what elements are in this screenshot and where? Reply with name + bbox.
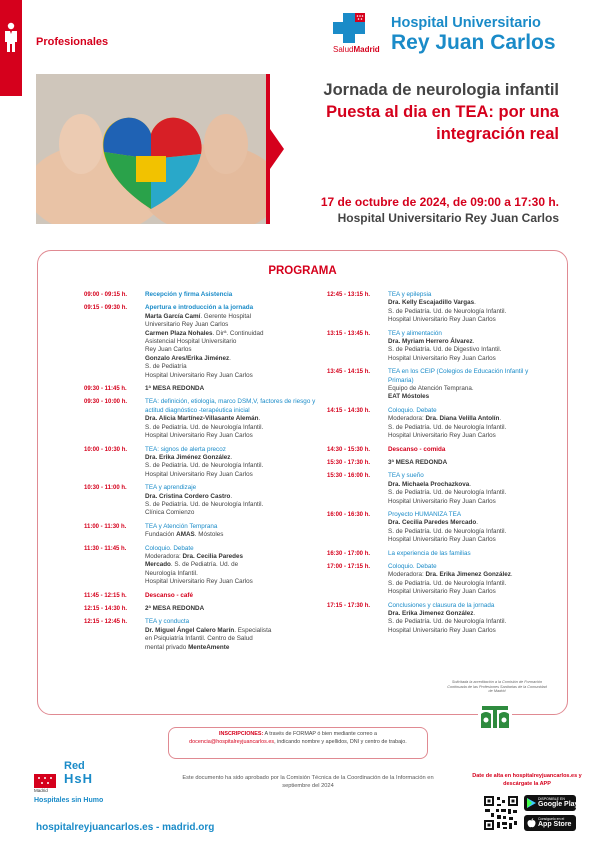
- program-entry: [84, 605, 320, 613]
- entry-title: 3ª MESA REDONDA: [388, 458, 448, 466]
- entry-detail-text: Rey Juan Carlos: [145, 346, 192, 354]
- entry-time: 14:30 - 15:30 h.: [327, 446, 371, 453]
- entry-detail-line: [145, 415, 320, 423]
- entry-detail-line: [388, 519, 547, 527]
- entry-speaker-name: Carmen Plaza Nohales: [145, 329, 213, 337]
- entry-detail-line: [388, 424, 547, 432]
- event-title: Jornada de neurologia infantil: [323, 81, 559, 99]
- entry-detail-text: .: [469, 480, 471, 488]
- program-entry: [84, 545, 320, 587]
- entry-detail-text: S. de Pediatría. Ud. de Neurología Infantil.: [145, 423, 264, 431]
- entry-detail-line: [388, 618, 547, 626]
- entry-time: 14:15 - 14:30 h.: [327, 407, 371, 414]
- entry-time: 12:15 - 12:45 h.: [84, 619, 128, 626]
- entry-detail-text: .: [258, 415, 261, 423]
- entry-title: TEA y epilepsia: [388, 291, 432, 298]
- entry-detail-text: Hospital Universitario Rey Juan Carlos: [145, 470, 253, 478]
- entry-title: TEA y alimentación: [388, 329, 442, 337]
- entry-detail-line: [388, 588, 547, 596]
- entry-detail-line: [145, 338, 320, 346]
- entry-detail-text: Hospital Universitario Rey Juan Carlos: [145, 578, 253, 586]
- entry-detail-line: [145, 313, 320, 321]
- entry-detail-text: Hospital Universitario Rey Juan Carlos: [388, 626, 496, 634]
- entry-time: 09:30 - 11:45 h.: [84, 386, 127, 393]
- entry-title: Conclusiones y clausura de la jornada: [388, 601, 495, 609]
- entry-detail-text: .: [230, 492, 233, 500]
- entry-body: [145, 592, 320, 600]
- entry-time: 10:00 - 10:30 h.: [84, 446, 128, 453]
- app-store-large-text: App Store: [538, 821, 572, 828]
- accreditation-seal-icon: [478, 702, 512, 732]
- qr-code-icon[interactable]: [483, 795, 519, 831]
- entry-speaker-name: Dra. Cecilia Paredes Mercado: [388, 519, 477, 527]
- entry-detail-text: .: [474, 299, 476, 307]
- professional-person-icon: [3, 22, 19, 52]
- entry-detail-line: [145, 424, 320, 432]
- program-entry: [327, 368, 547, 402]
- entry-detail-line: [145, 644, 320, 652]
- entry-detail-text: Moderadora:: [388, 571, 426, 579]
- entry-time: 12:15 - 14:30 h.: [84, 606, 128, 612]
- google-play-badge[interactable]: [524, 795, 579, 811]
- entry-detail-text: .: [229, 354, 231, 362]
- app-download-box: [468, 773, 586, 828]
- entry-body: [388, 291, 547, 325]
- entry-body: [388, 511, 547, 545]
- entry-title: Coloquio. Debate: [145, 544, 194, 552]
- accreditation-note: Solicitada la acreditación a la Comisión de Formación Continuada de las Profesiones Sanitarias de la Comunidad de Madrid: [447, 680, 547, 694]
- entry-detail-text: .: [499, 415, 502, 423]
- entry-detail-text: S. de Pediatría. Ud. de Neurología Infantil.: [388, 423, 507, 431]
- entry-detail-text: Hospital Universitario Rey Juan Carlos: [388, 588, 496, 596]
- program-entry: [327, 563, 547, 597]
- entry-detail-text: Hospital Universitario Rey Juan Carlos: [145, 371, 253, 379]
- entry-detail-text: . Gerente Hospital: [200, 312, 252, 320]
- entry-body: [388, 330, 547, 364]
- entry-title: Coloquio. Debate: [388, 562, 437, 570]
- event-subtitle-line-2: integración real: [436, 125, 559, 143]
- entry-detail-line: [388, 346, 547, 354]
- inscriptions-text-2: , indicando nombre y apellidos, DNI y centro de trabajo.: [274, 738, 407, 745]
- entry-body: [145, 385, 320, 393]
- entry-title: La experiencia de las familias: [388, 549, 471, 557]
- entry-title: TEA: signos de alerta precoz: [145, 445, 226, 453]
- entry-detail-text: .: [472, 338, 475, 346]
- app-store-badge[interactable]: [524, 815, 576, 831]
- program-entry: [327, 446, 547, 454]
- program-entry: [327, 459, 547, 467]
- event-subtitle-line-1: Puesta al dia en TEA: por una: [326, 103, 559, 121]
- entry-body: [388, 459, 547, 467]
- entry-detail-text: S. de Pediatría. Ud. de Neurología Infantil.: [388, 579, 507, 587]
- entry-detail-line: [388, 393, 547, 401]
- entry-detail-line: [145, 561, 320, 569]
- entry-body: [388, 550, 547, 558]
- entry-detail-line: [145, 363, 320, 371]
- hospitales-sin-humo-logo: [34, 760, 124, 806]
- entry-detail-line: [145, 531, 320, 539]
- entry-body: [145, 304, 320, 380]
- footer-url-link[interactable]: hospitalreyjuancarlos.es - madrid.org: [36, 822, 215, 833]
- entry-time: 11:45 - 12:15 h.: [84, 592, 127, 599]
- entry-detail-text: S. de Pediatría. Ud. de Digestivo Infantil.: [388, 346, 502, 354]
- entry-time: 16:30 - 17:00 h.: [327, 550, 371, 557]
- salud-madrid-label: SaludMadrid: [333, 45, 380, 54]
- entry-detail-line: [388, 627, 547, 635]
- hsh-mark: HsH: [64, 771, 94, 786]
- entry-detail-line: [388, 385, 547, 393]
- entry-detail-line: [145, 346, 320, 354]
- program-entry: [327, 602, 547, 636]
- entry-title: TEA en los CEIP (Colegios de Educación Infantil y Primaria): [388, 368, 529, 384]
- entry-detail-text: . Dirª. Continuidad: [212, 329, 264, 337]
- entry-title: 1ª MESA REDONDA: [145, 385, 205, 393]
- program-entry: [327, 407, 547, 441]
- entry-time: 09:15 - 09:30 h.: [84, 305, 128, 312]
- event-title-block: [279, 80, 559, 145]
- entry-speaker-name: Dra. Erika Jiménez González: [145, 453, 231, 461]
- entry-detail-text: mental privado: [145, 643, 189, 651]
- program-left-column: [84, 291, 320, 657]
- entry-detail-line: [388, 355, 547, 363]
- entry-title: TEA y Atención Temprana: [145, 522, 218, 530]
- entry-detail-text: S. de Pediatría. Ud. de Neurología Infantil.: [388, 489, 507, 497]
- entry-body: [388, 602, 547, 636]
- entry-detail-line: [388, 610, 547, 618]
- entry-detail-line: [145, 321, 320, 329]
- entry-detail-line: [388, 316, 547, 324]
- entry-detail-text: .: [473, 610, 476, 617]
- entry-detail-line: [388, 536, 547, 544]
- entry-detail-line: [145, 462, 320, 470]
- entry-speaker-name: Dra. Alicia Martínez-Villasante Alemán: [145, 415, 259, 423]
- entry-speaker-name: Dra. Myriam Herrero Álvarez: [388, 338, 473, 346]
- hsh-red-label: Red: [64, 760, 85, 772]
- entry-title: Recepción y firma Asistencia: [145, 291, 233, 298]
- entry-title: Apertura e introducción a la jornada: [145, 304, 254, 312]
- entry-body: [145, 605, 320, 613]
- entry-detail-text: .: [476, 519, 478, 527]
- entry-detail-text: Universitario Rey Juan Carlos: [145, 321, 229, 329]
- section-label: Profesionales: [36, 36, 109, 48]
- entry-speaker-name: Dra. Michaela Prochazkova: [388, 480, 470, 488]
- entry-time: 13:15 - 13:45 h.: [327, 330, 371, 337]
- entry-detail-line: [145, 635, 320, 643]
- program-entry: [84, 291, 320, 299]
- entry-speaker-name: Dra. Cecilia Paredes: [182, 552, 244, 560]
- entry-body: [388, 407, 547, 441]
- hospital-logo: [333, 13, 573, 53]
- entry-detail-line: [145, 355, 320, 363]
- program-right-column: [327, 291, 547, 640]
- entry-time: 11:00 - 11:30 h.: [84, 523, 127, 530]
- entry-detail-text: Hospital Universitario Rey Juan Carlos: [145, 432, 253, 440]
- entry-speaker-name: Gonzalo Ares/Erika Jiménez: [145, 354, 230, 362]
- program-entry: [84, 398, 320, 440]
- entry-detail-text: Moderadora:: [145, 552, 183, 560]
- program-entry: [327, 472, 547, 506]
- entry-time: 16:00 - 16:30 h.: [327, 511, 371, 518]
- program-entry: [84, 484, 320, 518]
- salud-madrid-cross-icon: [333, 13, 365, 43]
- entry-body: [388, 472, 547, 506]
- entry-speaker-name: Dra. Diana Velilla Antolín: [425, 415, 500, 423]
- entry-detail-text: Clínica Comienzo: [145, 509, 195, 517]
- entry-detail-line: [388, 580, 547, 588]
- entry-detail-text: Hospital Universitario Rey Juan Carlos: [388, 316, 496, 324]
- entry-detail-line: [388, 415, 547, 423]
- apple-icon: [527, 818, 536, 828]
- entry-detail-text: S. de Pediatría. Ud. de Neurología Infantil.: [388, 307, 507, 315]
- entry-body: [145, 291, 320, 299]
- entry-body: [145, 398, 320, 440]
- inscriptions-box: [168, 727, 428, 759]
- entry-speaker-name: Dra. Cristina Cordero Castro: [145, 492, 231, 500]
- entry-title: TEA y sueño: [388, 472, 424, 480]
- entry-detail-text: S. de Pediatría. Ud. de Neurología Infantil.: [145, 500, 264, 508]
- entry-detail-line: [145, 372, 320, 380]
- entry-title: TEA y conducta: [145, 618, 190, 626]
- logo-line-2: Rey Juan Carlos: [391, 31, 556, 54]
- entry-title: 2ª MESA REDONDA: [145, 605, 205, 612]
- entry-body: [145, 523, 320, 540]
- entry-body: [145, 545, 320, 587]
- entry-detail-text: S. de Pediatría. Ud. de Neurología Infantil.: [145, 462, 264, 470]
- program-entry: [84, 592, 320, 600]
- entry-speaker-name: MenteAmente: [188, 643, 230, 651]
- entry-detail-line: [145, 432, 320, 440]
- entry-time: 17:15 - 17:30 h.: [327, 602, 371, 609]
- program-entry: [84, 618, 320, 652]
- entry-title: TEA y aprendizaje: [145, 484, 197, 492]
- entry-title: TEA: definición, etiología, marco DSM,V, factores de riesgo y actitud diagnóstico -terapéutica inicial: [145, 398, 316, 414]
- entry-time: 15:30 - 17:30 h.: [327, 459, 371, 466]
- entry-detail-text: Moderadora:: [388, 415, 426, 423]
- entry-speaker-name: AMAS: [176, 531, 195, 539]
- hsh-caption: Hospitales sin Humo: [34, 797, 104, 804]
- google-play-small-text: DISPONIBLE EN: [538, 797, 565, 801]
- hero-puzzle-heart-image: [36, 74, 266, 224]
- entry-time: 17:00 - 17:15 h.: [327, 563, 371, 570]
- entry-detail-line: [388, 308, 547, 316]
- entry-detail-line: [145, 330, 320, 338]
- entry-time: 09:30 - 10:00 h.: [84, 399, 128, 406]
- app-download-text: Date de alta en hospitalreyjuancarlos.es y descárgate la APP: [472, 773, 582, 787]
- inscriptions-text-1: A través de FORMAP ó bien mediante correo a: [263, 731, 378, 737]
- entry-speaker-name: Marta García Camí: [145, 312, 201, 320]
- entry-detail-text: S. de Pediatría. Ud. de Neurología Infantil.: [388, 618, 507, 626]
- program-entry: [327, 550, 547, 558]
- google-play-icon: [527, 798, 536, 808]
- entry-body: [145, 618, 320, 652]
- program-entry: [327, 330, 547, 364]
- entry-detail-text: Equipo de Atención Temprana.: [388, 385, 474, 393]
- event-venue: Hospital Universitario Rey Juan Carlos: [337, 211, 559, 225]
- entry-detail-line: [145, 553, 320, 561]
- hsh-madrid-label: Madrid: [34, 788, 48, 793]
- event-date: 17 de octubre de 2024, de 09:00 a 17:30 h.: [320, 195, 559, 209]
- entry-detail-line: [145, 578, 320, 586]
- entry-speaker-name: Dr. Miguel Ángel Calero Marín: [145, 626, 235, 634]
- entry-detail-text: . Móstoles: [194, 531, 224, 539]
- entry-body: [145, 446, 320, 480]
- entry-detail-text: Neurología Infantil.: [145, 569, 198, 577]
- entry-detail-line: [145, 509, 320, 517]
- entry-detail-text: Hospital Universitario Rey Juan Carlos: [388, 354, 496, 362]
- entry-detail-line: [388, 299, 547, 307]
- entry-speaker-name: Dra. Erika Jimenez González: [425, 571, 511, 579]
- entry-time: 11:30 - 11:45 h.: [84, 545, 127, 552]
- comunidad-madrid-flag-icon: [34, 774, 56, 788]
- sidebar-accent-bar: [0, 0, 22, 96]
- entry-speaker-name: EAT Móstoles: [388, 393, 430, 401]
- entry-detail-line: [145, 627, 320, 635]
- entry-detail-line: [388, 432, 547, 440]
- entry-title: Coloquio. Debate: [388, 406, 437, 414]
- entry-speaker-name: Mercado: [145, 561, 171, 569]
- google-play-large-text: Google Play: [538, 801, 579, 808]
- entry-body: [388, 446, 547, 454]
- program-entry: [327, 291, 547, 325]
- entry-time: 15:30 - 16:00 h.: [327, 473, 371, 480]
- entry-detail-line: [145, 471, 320, 479]
- entry-detail-line: [145, 501, 320, 509]
- logo-line-1: Hospital Universitario: [391, 15, 541, 31]
- entry-detail-line: [388, 528, 547, 536]
- entry-detail-line: [145, 570, 320, 578]
- entry-detail-line: [388, 489, 547, 497]
- entry-detail-text: Hospital Universitario Rey Juan Carlos: [388, 432, 496, 440]
- entry-detail-text: . S. de Pediatría. Ud. de: [170, 561, 239, 569]
- entry-detail-text: Hospital Universitario Rey Juan Carlos: [388, 497, 496, 505]
- entry-detail-line: [388, 498, 547, 506]
- entry-body: [145, 484, 320, 518]
- entry-detail-text: .: [230, 453, 233, 461]
- entry-body: [388, 368, 547, 402]
- program-entry: [84, 385, 320, 393]
- entry-title: Proyecto HUMANIZA TEA: [388, 510, 462, 518]
- program-entry: [84, 446, 320, 480]
- entry-time: 12:45 - 13:15 h.: [327, 292, 371, 298]
- entry-title: Descanso - café: [145, 591, 193, 599]
- approval-note: Este documento ha sido aprobado por la Comisión Técnica de la Coordinación de la Información en septiembre del 2024: [182, 775, 434, 789]
- inscriptions-label: INSCRIPCIONES:: [218, 731, 264, 737]
- entry-detail-line: [145, 454, 320, 462]
- entry-speaker-name: Dra. Erika Jimenez González: [388, 610, 474, 617]
- entry-title: Descanso - comida: [388, 445, 446, 453]
- entry-detail-line: [388, 481, 547, 489]
- entry-time: 09:00 - 09:15 h.: [84, 292, 128, 298]
- entry-detail-line: [388, 571, 547, 579]
- entry-detail-text: . Especialista: [234, 626, 272, 634]
- entry-detail-text: .: [510, 571, 513, 579]
- program-entry: [84, 523, 320, 540]
- entry-detail-text: en Psiquiatría Infantil. Centro de Salud: [145, 635, 253, 643]
- entry-detail-text: Hospital Universitario Rey Juan Carlos: [388, 536, 496, 544]
- inscriptions-email-link[interactable]: docencia@hospitalreyjuancarlos.es: [189, 738, 275, 745]
- program-heading: PROGRAMA: [268, 265, 337, 277]
- entry-speaker-name: Dra. Kelly Escajadillo Vargas: [388, 299, 475, 307]
- entry-detail-line: [388, 338, 547, 346]
- entry-detail-line: [145, 493, 320, 501]
- program-entry: [327, 511, 547, 545]
- entry-time: 13:45 - 14:15 h.: [327, 369, 371, 376]
- entry-detail-text: S. de Pediatría. Ud. de Neurología Infantil.: [388, 527, 507, 535]
- entry-time: 10:30 - 11:00 h.: [84, 485, 127, 492]
- entry-detail-text: Fundación: [145, 531, 177, 539]
- entry-detail-text: Asistencial Hospital Universitario: [145, 338, 237, 346]
- entry-detail-text: S. de Pediatría: [145, 363, 187, 371]
- app-store-small-text: Consíguelo en el: [538, 817, 565, 821]
- program-entry: [84, 304, 320, 380]
- entry-body: [388, 563, 547, 597]
